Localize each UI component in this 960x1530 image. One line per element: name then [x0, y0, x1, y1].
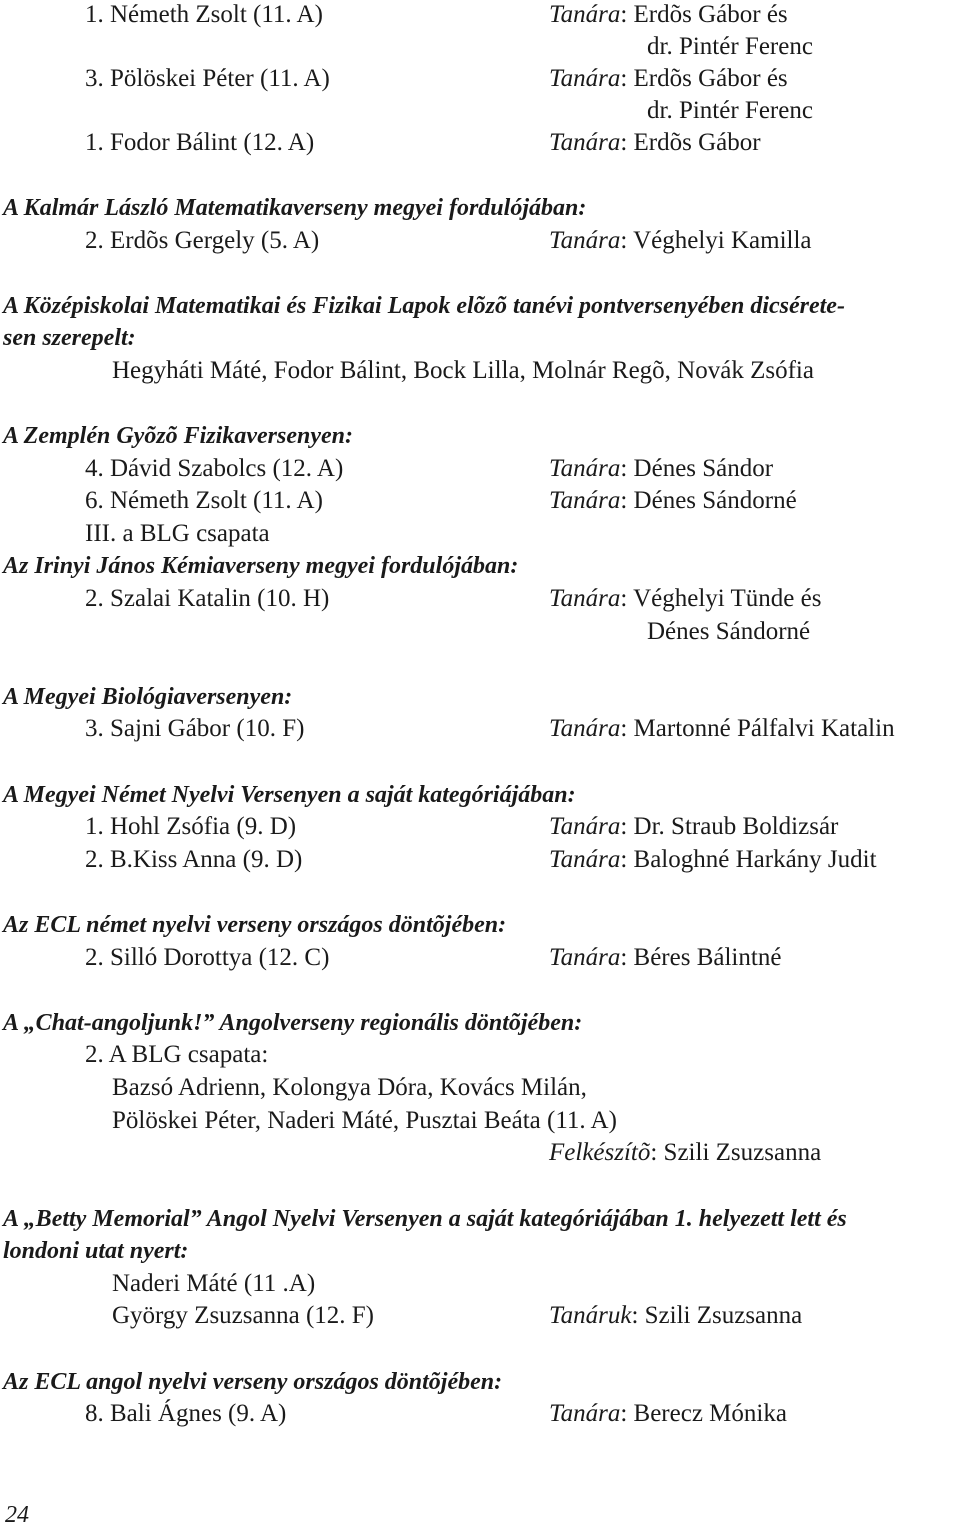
teacher-entry [549, 226, 812, 256]
entry-text: A „Chat-angoljunk!” Angolverseny regionális döntõjében: [3, 1010, 583, 1036]
student-entry [85, 128, 314, 158]
entry-text: : Baloghné Harkány Judit [620, 846, 877, 873]
student-entry [85, 1399, 286, 1429]
teacher-label: Tanára [549, 944, 621, 971]
teacher-label: Tanára [549, 1, 621, 28]
section-heading [3, 1008, 582, 1038]
entry-text: 2. Erdõs Gergely (5. A) [85, 227, 320, 254]
teacher-label: Tanára [549, 129, 621, 156]
entry-text: György Zsuzsanna (12. F) [112, 1302, 374, 1329]
student-entry [85, 812, 296, 842]
entry-text: 2. B.Kiss Anna (9. D) [85, 846, 303, 873]
section-heading [3, 1367, 502, 1397]
teacher-entry [549, 943, 781, 973]
entry-text: A Megyei Biológiaversenyen: [3, 684, 293, 710]
section-heading [3, 1236, 188, 1266]
entry-text: 2. Silló Dorottya (12. C) [85, 944, 330, 971]
entry-text: sen szerepelt: [3, 325, 136, 351]
entry-text: A Megyei Német Nyelvi Versenyen a saját kategóriájában: [3, 782, 576, 808]
entry-text: : Dr. Straub Boldizsár [620, 813, 839, 840]
entry-text: : Véghelyi Tünde és [620, 585, 822, 612]
section-heading [3, 323, 136, 353]
entry-text: : Szili Zsuzsanna [631, 1302, 803, 1329]
student-entry [112, 1269, 315, 1299]
teacher-label: Tanára [549, 65, 621, 92]
entry-text: dr. Pintér Ferenc [647, 33, 813, 60]
teacher-label: Tanára [549, 846, 621, 873]
entry-text: 2. A BLG csapata: [85, 1041, 269, 1068]
section-heading [3, 1204, 847, 1234]
student-entry [85, 943, 329, 973]
teacher-entry [549, 584, 821, 614]
entry-text: A „Betty Memorial” Angol Nyelvi Versenyen a saját kategóriájában 1. helyezett lett és [3, 1206, 847, 1232]
student-entry [85, 486, 323, 516]
page-number: 24 [5, 1502, 29, 1528]
teacher-entry [549, 812, 838, 842]
entry-text: Az ECL német nyelvi verseny országos döntõjében: [3, 912, 507, 938]
teacher-label: Tanára [549, 813, 621, 840]
entry-text: 1. Németh Zsolt (11. A) [85, 1, 323, 28]
student-entry [85, 845, 302, 875]
section-heading [3, 421, 353, 451]
teacher-entry [549, 845, 877, 875]
teacher-label: Tanára [549, 487, 621, 514]
entry-text: 1. Fodor Bálint (12. A) [85, 129, 315, 156]
student-entry [85, 519, 270, 549]
entry-text: 1. Hohl Zsófia (9. D) [85, 813, 297, 840]
entry-text: A Középiskolai Matematikai és Fizikai Lapok elõzõ tanévi pontversenyében dicsérete- [3, 293, 845, 319]
entry-text: : Berecz Mónika [620, 1400, 787, 1427]
teacher-entry [549, 64, 788, 94]
entry-text: : Szili Zsuzsanna [650, 1139, 822, 1166]
teacher-entry [549, 128, 761, 158]
teacher-label: Tanára [549, 715, 621, 742]
entry-text: Bazsó Adrienn, Kolongya Dóra, Kovács Milán, [112, 1074, 587, 1101]
section-heading [3, 910, 506, 940]
entry-text: dr. Pintér Ferenc [647, 97, 813, 124]
teacher-entry [549, 1138, 821, 1168]
entry-text: 2. Szalai Katalin (10. H) [85, 585, 330, 612]
entry-text: : Véghelyi Kamilla [620, 227, 812, 254]
student-entry [85, 454, 343, 484]
entry-text: : Dénes Sándor [620, 455, 774, 482]
teacher-entry [549, 1399, 787, 1429]
entry-text: A Kalmár László Matematikaverseny megyei fordulójában: [3, 195, 587, 221]
teacher-label: Felkészítõ [549, 1139, 651, 1166]
teacher-label: Tanára [549, 1400, 621, 1427]
student-entry [112, 356, 814, 386]
student-entry [85, 64, 330, 94]
section-heading [3, 193, 586, 223]
entry-text: : Dénes Sándorné [620, 487, 797, 514]
student-entry [112, 1106, 617, 1136]
teacher-entry [549, 0, 788, 30]
section-heading [3, 551, 518, 581]
teacher-label: Tanára [549, 455, 621, 482]
entry-text: 4. Dávid Szabolcs (12. A) [85, 455, 344, 482]
section-heading [3, 780, 576, 810]
entry-text: : Erdõs Gábor és [620, 65, 788, 92]
student-entry [85, 1040, 268, 1070]
teacher-entry [549, 1301, 802, 1331]
teacher-entry [549, 454, 773, 484]
entry-text: londoni utat nyert: [3, 1238, 189, 1264]
student-entry [85, 0, 323, 30]
entry-text: A Zemplén Gyõzõ Fizikaversenyen: [3, 423, 353, 449]
section-heading [3, 682, 292, 712]
teacher-entry [647, 32, 813, 62]
entry-text: Pölöskei Péter, Naderi Máté, Pusztai Beáta (11. A) [112, 1107, 617, 1134]
student-entry [85, 714, 304, 744]
entry-text: Az ECL angol nyelvi verseny országos döntõjében: [3, 1369, 503, 1395]
teacher-entry [647, 617, 810, 647]
student-entry [112, 1301, 374, 1331]
entry-text: : Erdõs Gábor és [620, 1, 788, 28]
entry-text: Az Irinyi János Kémiaverseny megyei fordulójában: [3, 553, 519, 579]
entry-text: : Béres Bálintné [620, 944, 782, 971]
student-entry [85, 226, 319, 256]
entry-text: 6. Németh Zsolt (11. A) [85, 487, 323, 514]
teacher-label: Tanára [549, 585, 621, 612]
teacher-label: Tanáruk [549, 1302, 632, 1329]
section-heading [3, 291, 845, 321]
teacher-label: Tanára [549, 227, 621, 254]
entry-text: 3. Sajni Gábor (10. F) [85, 715, 305, 742]
entry-text: 3. Pölöskei Péter (11. A) [85, 65, 330, 92]
entry-text: : Martonné Pálfalvi Katalin [620, 715, 895, 742]
entry-text: Hegyháti Máté, Fodor Bálint, Bock Lilla, Molnár Regõ, Novák Zsófia [112, 357, 814, 384]
entry-text: Dénes Sándorné [647, 618, 811, 645]
teacher-entry [647, 96, 813, 126]
entry-text: Naderi Máté (11 .A) [112, 1270, 316, 1297]
entry-text: 8. Bali Ágnes (9. A) [85, 1400, 287, 1427]
student-entry [112, 1073, 587, 1103]
teacher-entry [549, 486, 797, 516]
entry-text: III. a BLG csapata [85, 520, 270, 547]
teacher-entry [549, 714, 895, 744]
student-entry [85, 584, 329, 614]
entry-text: : Erdõs Gábor [620, 129, 761, 156]
